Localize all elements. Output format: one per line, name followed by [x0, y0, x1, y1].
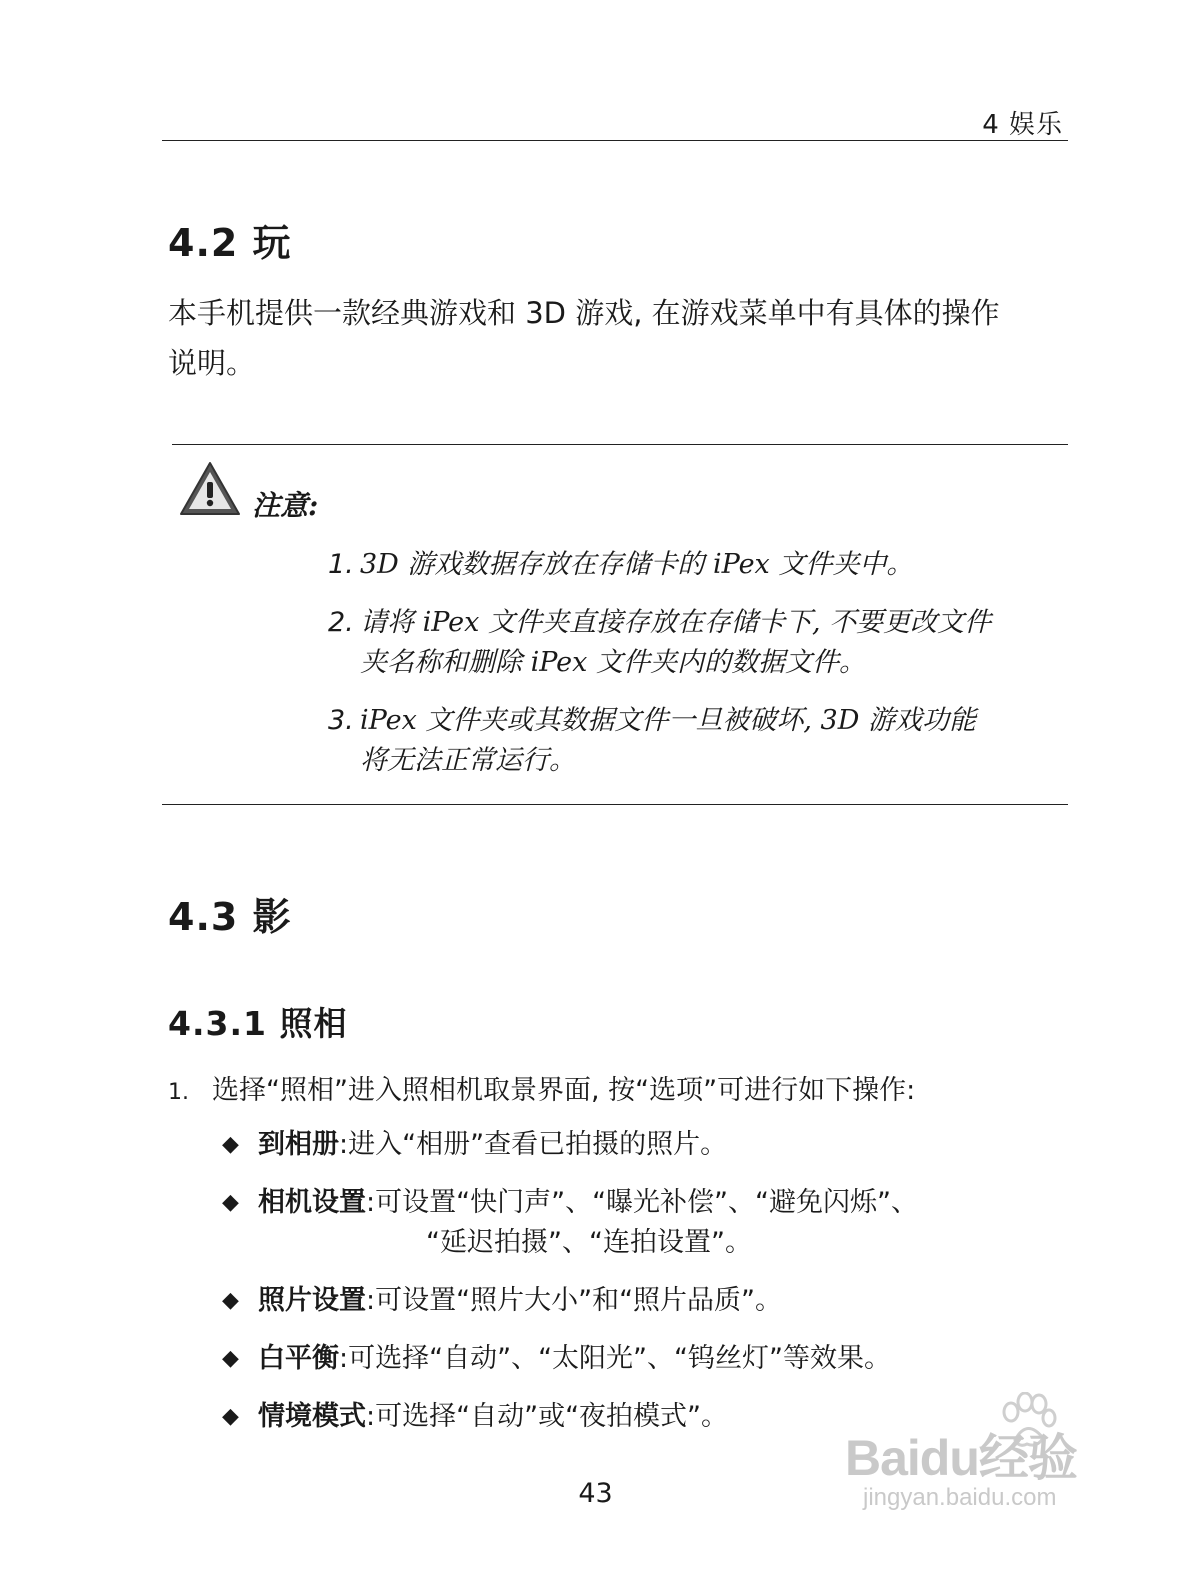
- diamond-bullet-icon: ◆: [222, 1346, 239, 1371]
- note-item-line: 请将 iPex 文件夹直接存放在存储卡下, 不要更改文件: [360, 607, 992, 638]
- section-heading-4-2: 4.2 玩: [168, 221, 292, 265]
- note-list: [328, 545, 1068, 799]
- option-item: [222, 1183, 1082, 1263]
- step-text: 选择“照相”进入照相机取景界面, 按“选项”可进行如下操作:: [212, 1075, 916, 1106]
- step-item: [168, 1068, 915, 1107]
- note-top-rule: [172, 444, 1068, 445]
- option-item: [222, 1281, 1082, 1321]
- page-number: 43: [578, 1478, 613, 1509]
- option-item: [222, 1125, 1082, 1165]
- subsection-heading-4-3-1: 4.3.1 照相: [168, 1004, 348, 1043]
- note-bottom-rule: [162, 804, 1068, 805]
- watermark-brand: Baidu经验: [845, 1430, 1077, 1486]
- note-title: 注意:: [252, 489, 319, 522]
- header-rule: [162, 140, 1068, 141]
- note-item-number: 2.: [328, 607, 354, 638]
- paragraph-line: 本手机提供一款经典游戏和 3D 游戏, 在游戏菜单中有具体的操作: [168, 296, 1000, 330]
- note-item-line: 将无法正常运行。: [360, 745, 576, 776]
- note-item: [328, 701, 1068, 781]
- note-item-number: 1.: [328, 549, 354, 580]
- option-term: 到相册: [258, 1129, 339, 1160]
- option-desc: :可设置“快门声”、“曝光补偿”、“避免闪烁”、: [366, 1187, 919, 1218]
- warning-icon: [178, 460, 242, 518]
- option-desc: :进入“相册”查看已拍摄的照片。: [339, 1129, 728, 1160]
- option-term: 白平衡: [258, 1343, 339, 1374]
- paragraph-line: 说明。: [168, 346, 256, 380]
- running-header: 4 娱乐: [982, 110, 1063, 140]
- note-item-line: 3D 游戏数据存放在存储卡的 iPex 文件夹中。: [360, 549, 914, 580]
- option-term: 情境模式: [258, 1401, 366, 1432]
- note-item: [328, 603, 1068, 683]
- option-desc-continued: “延迟拍摄”、“连拍设置”。: [426, 1227, 752, 1258]
- note-item: [328, 545, 1068, 585]
- option-term: 相机设置: [258, 1187, 366, 1218]
- section-heading-4-3: 4.3 影: [168, 895, 292, 939]
- option-item: [222, 1339, 1082, 1379]
- diamond-bullet-icon: ◆: [222, 1132, 239, 1157]
- section-4-2-paragraph: [168, 288, 1068, 388]
- option-desc: :可设置“照片大小”和“照片品质”。: [366, 1285, 783, 1316]
- note-item-line: iPex 文件夹或其数据文件一旦被破坏, 3D 游戏功能: [360, 705, 976, 736]
- diamond-bullet-icon: ◆: [222, 1190, 239, 1215]
- watermark-url: jingyan.baidu.com: [863, 1484, 1057, 1511]
- note-item-number: 3.: [328, 705, 354, 736]
- option-term: 照片设置: [258, 1285, 366, 1316]
- note-item-line: 夹名称和删除 iPex 文件夹内的数据文件。: [360, 647, 866, 678]
- baidu-watermark: [845, 1392, 1105, 1532]
- step-number: 1.: [168, 1080, 189, 1105]
- option-desc: :可选择“自动”、“太阳光”、“钨丝灯”等效果。: [339, 1343, 892, 1374]
- option-desc: :可选择“自动”或“夜拍模式”。: [366, 1401, 729, 1432]
- diamond-bullet-icon: ◆: [222, 1288, 239, 1313]
- diamond-bullet-icon: ◆: [222, 1404, 239, 1429]
